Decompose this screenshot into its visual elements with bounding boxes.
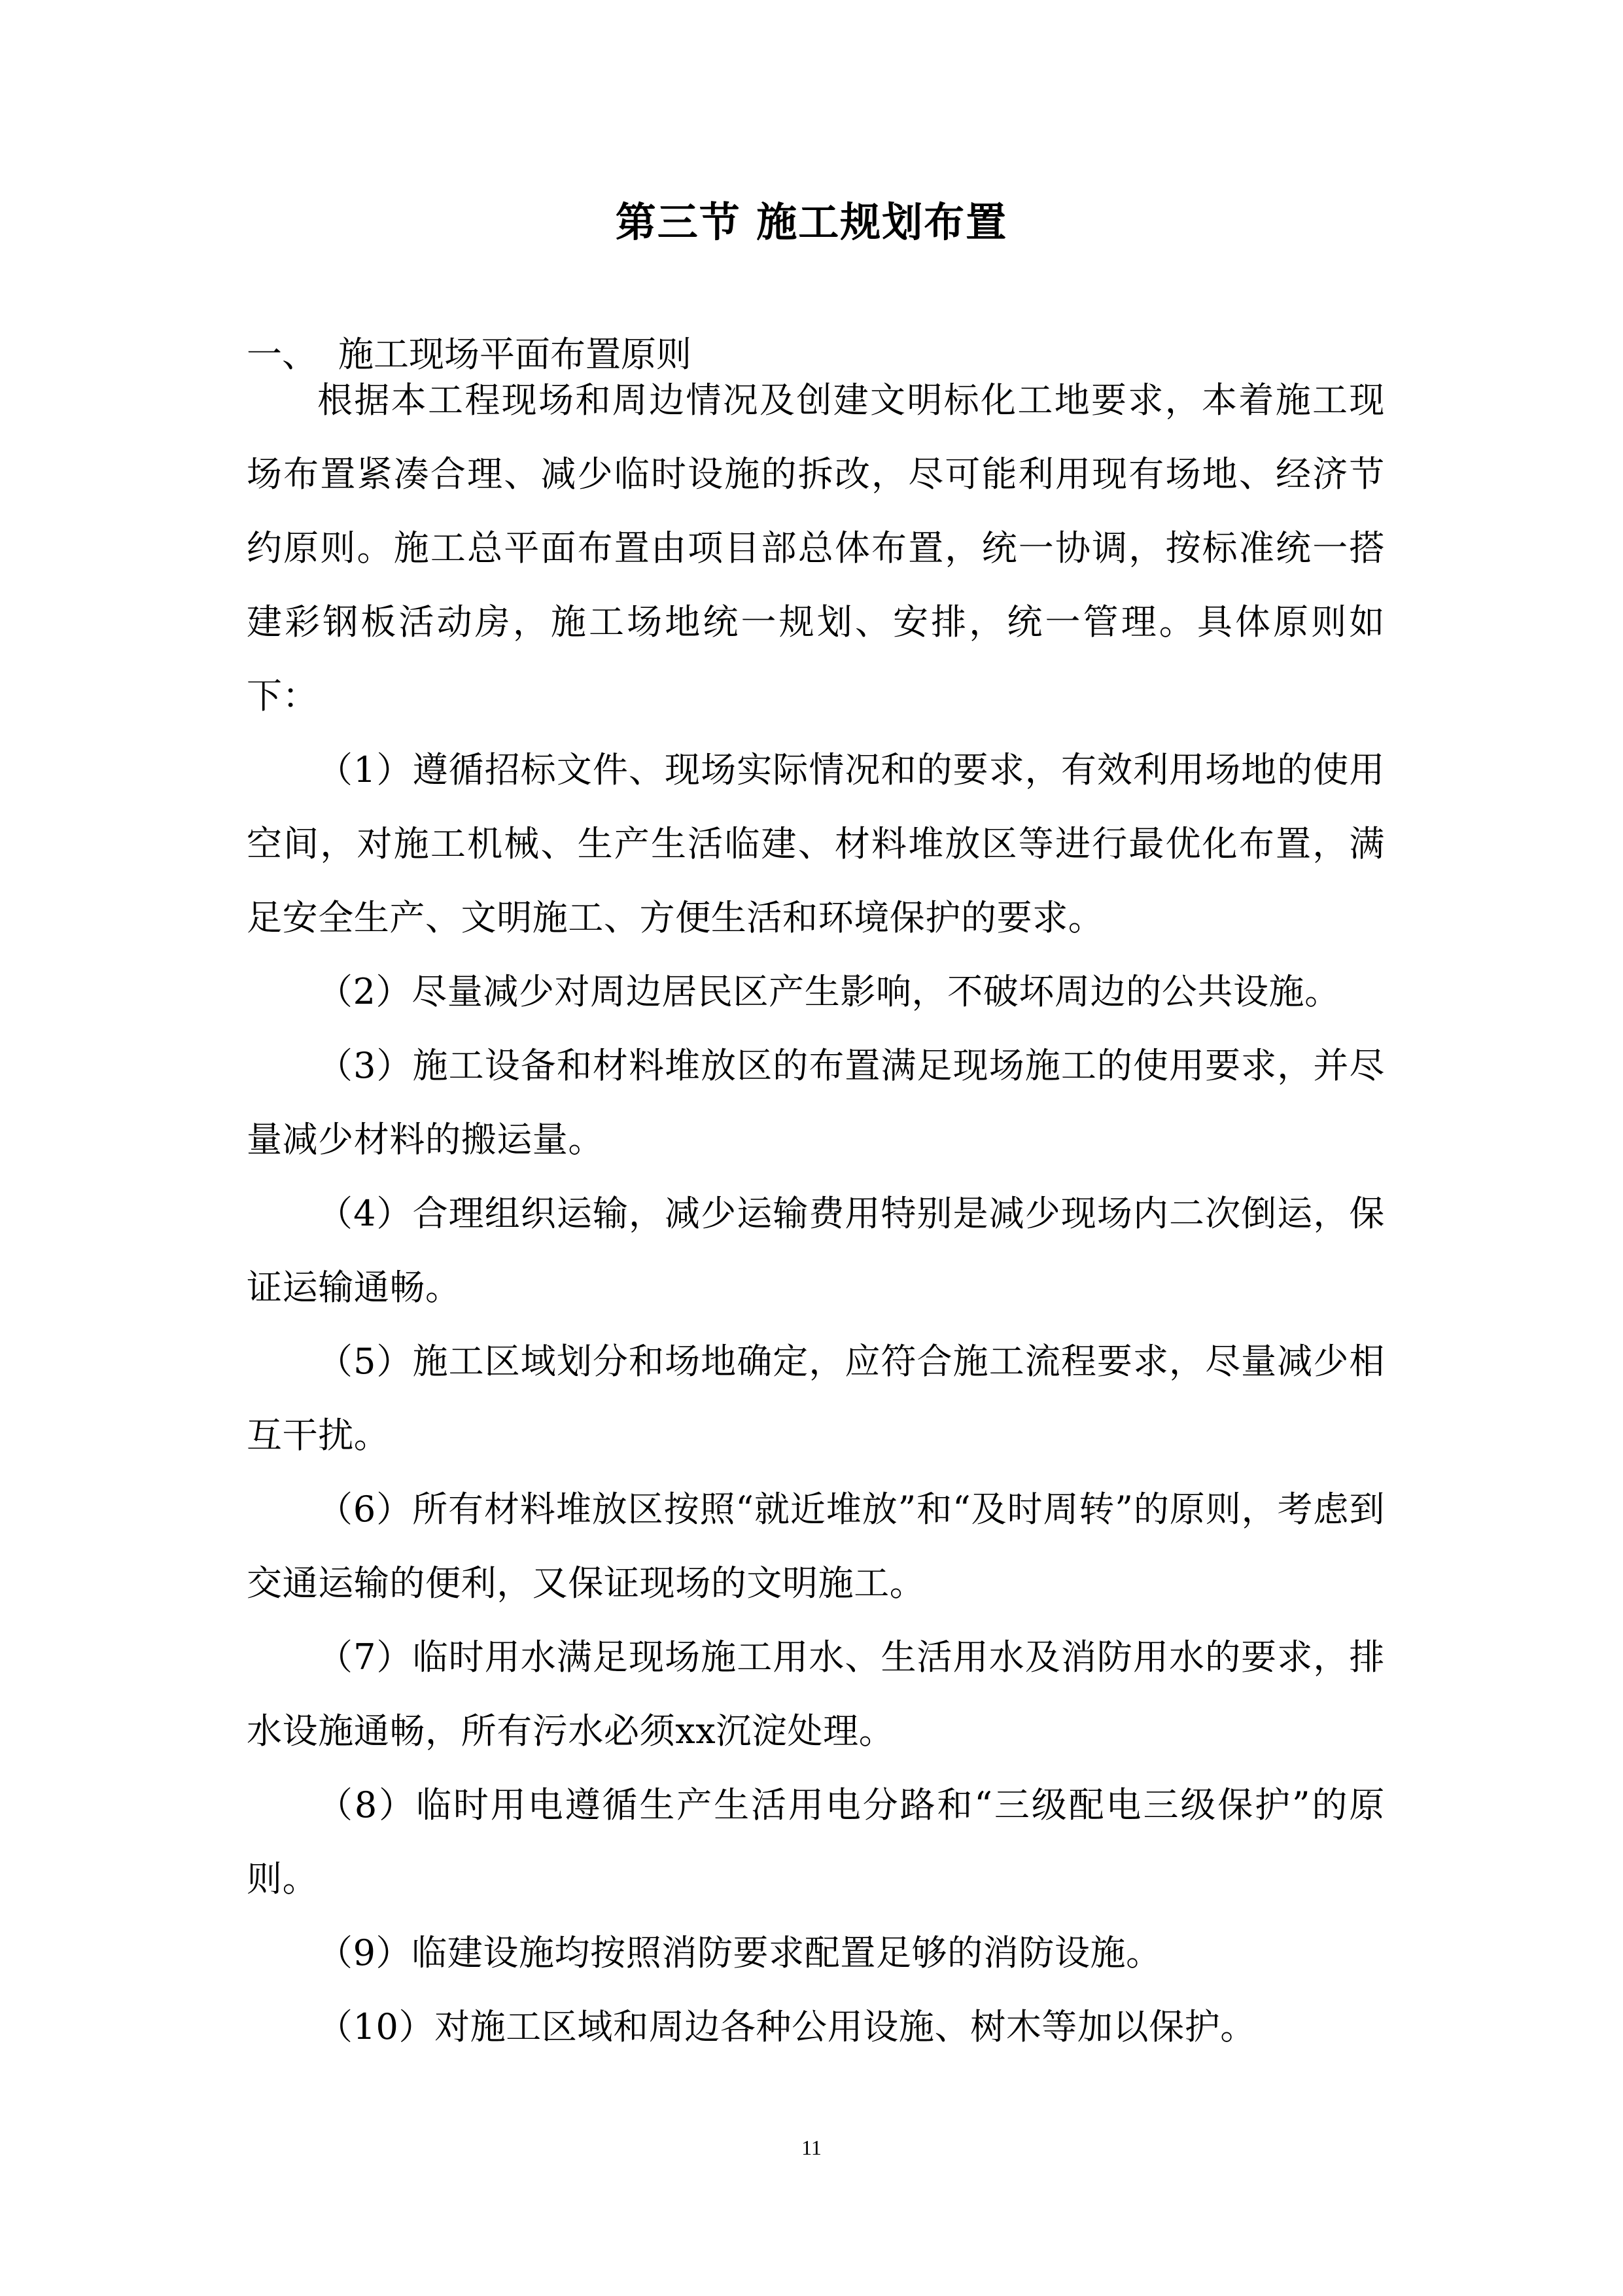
paragraph-item-2: （2）尽量减少对周边居民区产生影响，不破坏周边的公共设施。 <box>317 971 1340 1012</box>
paragraph-item-4: （4）合理组织运输，减少运输费用特别是减少现场内二次倒运，保证运输通畅。 <box>247 1193 1385 1308</box>
paragraph-item-1: （1）遵循招标文件、现场实际情况和的要求，有效利用场地的使用空间，对施工机械、生产生活临建、材料堆放区等进行最优化布置，满足安全生产、文明施工、方便生活和环境保护的要求。 <box>247 749 1385 938</box>
paragraph-item-9: （9）临建设施均按照消防要求配置足够的消防设施。 <box>317 1932 1162 1973</box>
document-body <box>247 363 1385 2064</box>
paragraph-item-3: （3）施工设备和材料堆放区的布置满足现场施工的使用要求，并尽量减少材料的搬运量。 <box>247 1045 1385 1160</box>
paragraph-item-10: （10）对施工区域和周边各种公用设施、树木等加以保护。 <box>317 2006 1256 2047</box>
paragraph-item-8: （8）临时用电遵循生产生活用电分路和“三级配电三级保护”的原则。 <box>247 1784 1385 1899</box>
paragraph-item-5: （5）施工区域划分和场地确定，应符合施工流程要求，尽量减少相互干扰。 <box>247 1341 1385 1456</box>
section-heading-text: 施工现场平面布置原则 <box>338 334 691 375</box>
page-title: 第三节 施工规划布置 <box>615 198 1008 246</box>
section-number: 一、 <box>247 334 317 375</box>
paragraph-item-7: （7）临时用水满足现场施工用水、生活用水及消防用水的要求，排水设施通畅，所有污水必须xx沉淀处理。 <box>247 1636 1385 1752</box>
page-number: 11 <box>801 2136 822 2159</box>
paragraph-intro: 根据本工程现场和周边情况及创建文明标化工地要求，本着施工现场布置紧凑合理、减少临时设施的拆改，尽可能利用现有场地、经济节约原则。施工总平面布置由项目部总体布置，统一协调，按标准统一搭建彩钢板活动房，施工场地统一规划、安排，统一管理。具体原则如下： <box>247 380 1385 716</box>
paragraph-item-6: （6）所有材料堆放区按照“就近堆放”和“及时周转”的原则，考虑到交通运输的便利，又保证现场的文明施工。 <box>247 1489 1385 1604</box>
